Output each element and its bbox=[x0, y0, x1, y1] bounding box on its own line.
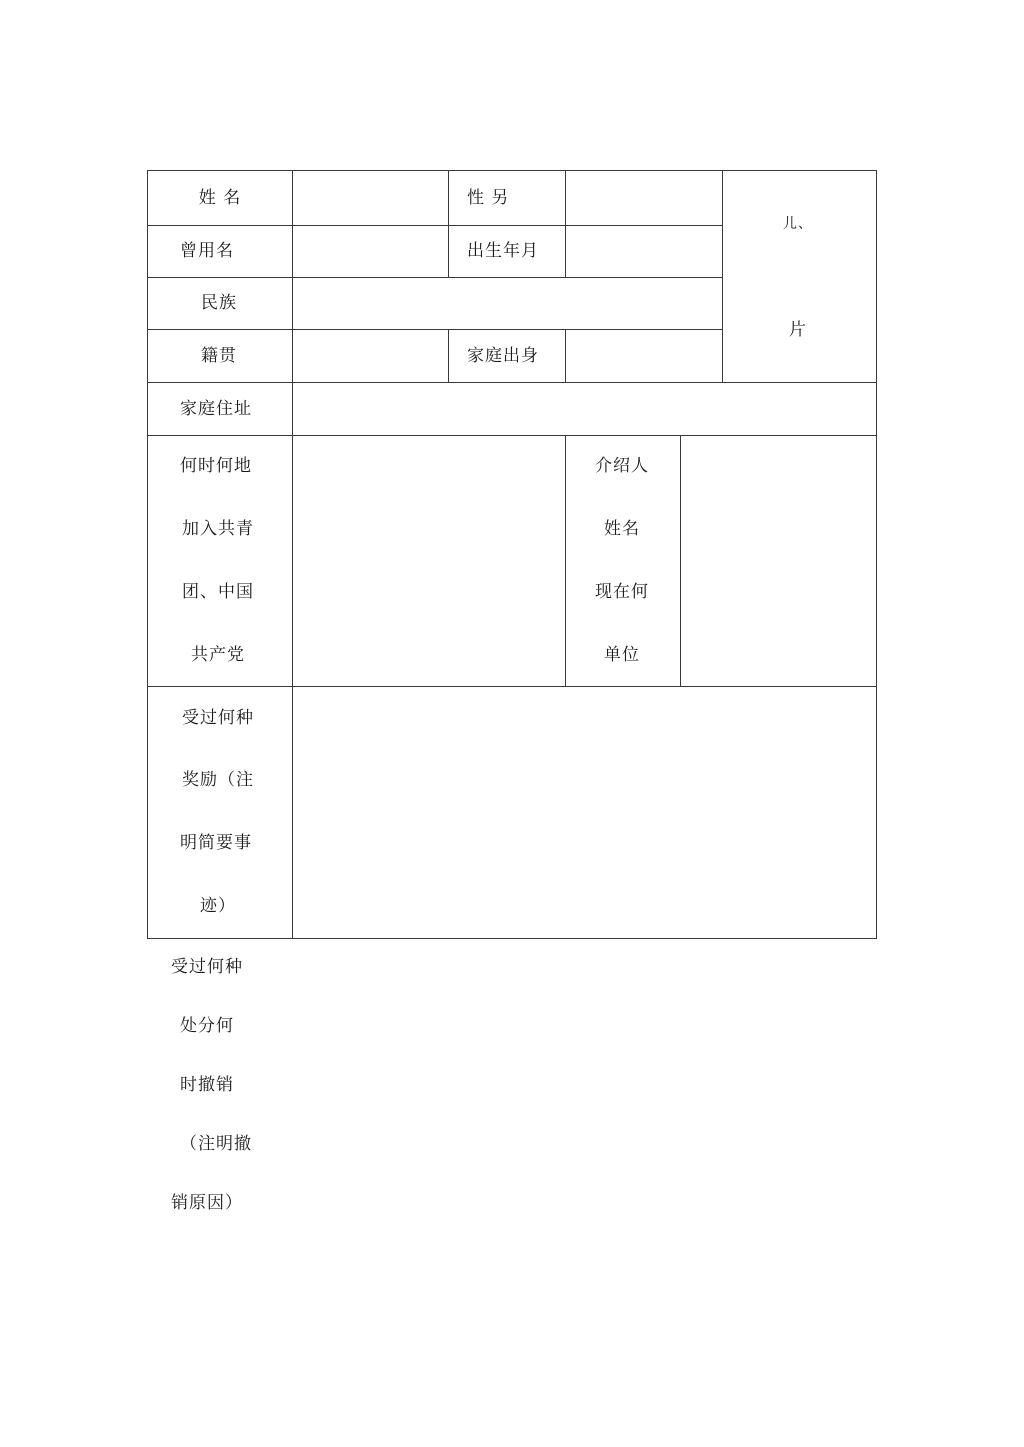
row-divider bbox=[147, 686, 877, 687]
column-divider bbox=[448, 170, 449, 277]
native-place-label: 籍贯 bbox=[201, 346, 237, 366]
punishment-label-line: 处分何 bbox=[180, 1016, 234, 1036]
birth-date-label: 出生年月 bbox=[467, 241, 539, 261]
label-column-divider bbox=[292, 170, 293, 939]
table-border-bottom bbox=[147, 938, 877, 939]
home-address-label: 家庭住址 bbox=[180, 399, 252, 419]
join-label-line: 团、中国 bbox=[182, 582, 254, 602]
row-divider bbox=[147, 435, 877, 436]
table-border-top bbox=[147, 170, 877, 171]
introducer-label-line: 现在何 bbox=[595, 582, 649, 602]
row-divider bbox=[147, 277, 723, 278]
introducer-label-line: 姓名 bbox=[604, 519, 640, 539]
registration-form-table bbox=[147, 170, 877, 939]
introducer-label-line: 介绍人 bbox=[595, 456, 649, 476]
family-origin-label: 家庭出身 bbox=[467, 346, 539, 366]
ethnicity-label: 民族 bbox=[201, 293, 237, 313]
introducer-label-line: 单位 bbox=[604, 645, 640, 665]
table-border-right bbox=[876, 170, 877, 939]
column-divider bbox=[680, 435, 681, 686]
gender-label: 性 另 bbox=[467, 188, 510, 208]
row-divider bbox=[147, 329, 723, 330]
awards-label-line: 受过何种 bbox=[182, 708, 254, 728]
awards-label-line: 迹） bbox=[200, 896, 236, 916]
column-divider bbox=[565, 170, 566, 277]
join-label-line: 加入共青 bbox=[182, 519, 254, 539]
column-divider bbox=[448, 329, 449, 382]
join-label-line: 何时何地 bbox=[180, 456, 252, 476]
photo-label-top: 儿、 bbox=[783, 216, 813, 232]
column-divider bbox=[565, 329, 566, 382]
punishment-label-line: 销原因） bbox=[171, 1193, 243, 1213]
column-divider bbox=[565, 435, 566, 686]
photo-box-border-left bbox=[722, 170, 723, 382]
table-border-left bbox=[147, 170, 148, 939]
awards-label-line: 奖励（注 bbox=[182, 770, 254, 790]
former-name-label: 曾用名 bbox=[180, 241, 234, 261]
punishment-label-line: 时撤销 bbox=[180, 1075, 234, 1095]
row-divider bbox=[147, 225, 723, 226]
punishment-label-line: （注明撤 bbox=[180, 1134, 252, 1154]
photo-label-bottom: 片 bbox=[789, 320, 807, 340]
awards-label-line: 明简要事 bbox=[180, 833, 252, 853]
punishment-label-line: 受过何种 bbox=[171, 957, 243, 977]
join-label-line: 共产党 bbox=[191, 645, 245, 665]
row-divider bbox=[147, 382, 877, 383]
name-label: 姓 名 bbox=[198, 188, 242, 208]
